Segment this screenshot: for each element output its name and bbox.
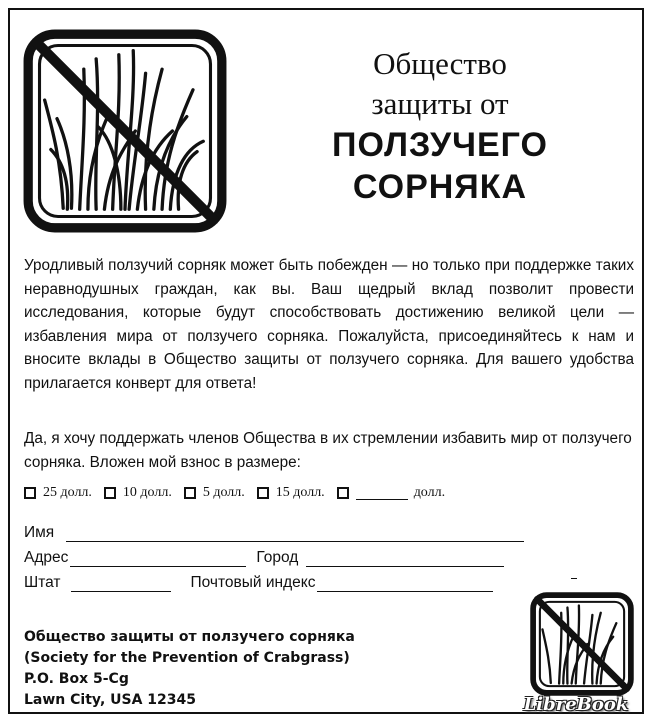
intro-paragraph: Уродливый ползучий сорняк может быть побежден — но только при поддержке таких неравнодушных граждан, как вы. Ваш щедрый вклад позволит провести исследования, которые будут способствовать достижению великой цели — избавления мира от ползучего сорняка. Пожалуйста, присоединяйтесь к нам и вносите вклады в Общество защиты от ползучего сорняка. Для вашего удобства прилагается конверт для ответа!	[24, 257, 634, 392]
city-field[interactable]	[306, 551, 504, 567]
no-crabgrass-small-logo-icon	[530, 592, 634, 696]
amount-label: 15 долл.	[275, 485, 325, 500]
pledge-paragraph: Да, я хочу поддержать членов Общества в их стремлении избавить мир от ползучего сорняка. Вложен мой взнос в размере:	[24, 430, 632, 471]
amount-option-25[interactable]	[24, 485, 92, 501]
title-line-1: Общество	[373, 46, 507, 81]
address-line-2: (Society for the Prevention of Crabgrass)	[24, 650, 350, 666]
zip-label: Почтовый индекс	[190, 574, 316, 591]
custom-amount-field[interactable]	[356, 487, 408, 500]
page-title	[290, 44, 590, 208]
custom-amount-suffix: долл.	[413, 485, 446, 500]
name-field[interactable]	[66, 526, 524, 542]
address-city-row	[24, 545, 504, 567]
address-line-1: Общество защиты от ползучего сорняка	[24, 629, 355, 645]
librebook-watermark: LibreBook	[523, 694, 629, 715]
amount-checkbox[interactable]	[24, 487, 36, 499]
amount-checkbox[interactable]	[104, 487, 116, 499]
mailing-address	[24, 627, 355, 711]
zip-field[interactable]	[317, 576, 493, 592]
address-label: Адрес	[24, 549, 69, 566]
amount-checkbox[interactable]	[257, 487, 269, 499]
amount-label: 10 долл.	[122, 485, 172, 500]
no-crabgrass-logo-icon	[22, 28, 228, 234]
name-label: Имя	[24, 524, 55, 541]
amount-options	[24, 482, 634, 504]
state-zip-row	[24, 570, 493, 592]
name-row	[24, 520, 524, 542]
amount-label: 5 долл.	[202, 485, 245, 500]
state-field[interactable]	[71, 576, 171, 592]
address-line-4: Lawn City, USA 12345	[24, 692, 197, 708]
address-line-3: P.O. Box 5-Cg	[24, 671, 129, 687]
amount-checkbox[interactable]	[184, 487, 196, 499]
amount-option-15[interactable]	[257, 485, 325, 501]
state-label: Штат	[24, 574, 61, 591]
address-field[interactable]	[70, 551, 246, 567]
title-line-3: ПОЛЗУЧЕГО	[332, 126, 548, 164]
amount-option-5[interactable]	[184, 485, 245, 501]
title-line-2: защиты от	[371, 86, 509, 121]
title-line-4: СОРНЯКА	[352, 168, 528, 206]
amount-option-10[interactable]	[104, 485, 172, 501]
amount-option-custom[interactable]	[337, 485, 445, 501]
amount-label: 25 долл.	[43, 485, 92, 500]
amount-checkbox[interactable]	[337, 487, 349, 499]
stray-mark	[571, 578, 577, 579]
city-label: Город	[256, 549, 299, 566]
